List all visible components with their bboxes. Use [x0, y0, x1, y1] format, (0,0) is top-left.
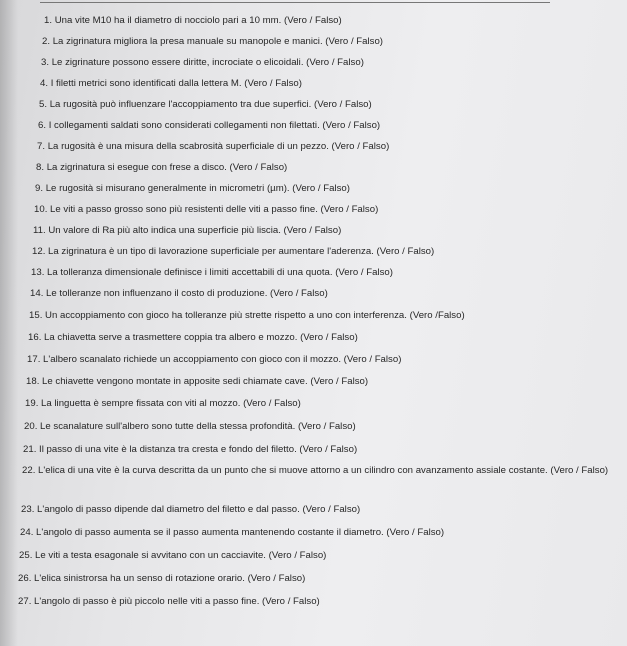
question-24: 24. L'angolo di passo aumenta se il passo aumenta mantenendo costante il diametro. (Vero / Falso)	[20, 527, 445, 538]
question-27: 27. L'angolo di passo è più piccolo nelle viti a passo fine. (Vero / Falso)	[18, 596, 320, 607]
question-4: 4. I filetti metrici sono identificati dalla lettera M. (Vero / Falso)	[40, 78, 302, 89]
question-12: 12. La zigrinatura è un tipo di lavorazione superficiale per aumentare l'aderenza. (Vero / Falso)	[32, 246, 435, 257]
question-20: 20. Le scanalature sull'albero sono tutte della stessa profondità. (Vero / Falso)	[24, 421, 356, 432]
question-3: 3. Le zigrinature possono essere diritte, incrociate o elicoidali. (Vero / Falso)	[41, 57, 364, 68]
question-13: 13. La tolleranza dimensionale definisce i limiti accettabili di una quota. (Vero / Falso)	[31, 267, 393, 278]
question-11: 11. Un valore di Ra più alto indica una superficie più liscia. (Vero / Falso)	[33, 225, 342, 236]
question-14: 14. Le tolleranze non influenzano il costo di produzione. (Vero / Falso)	[30, 288, 328, 299]
question-23: 23. L'angolo di passo dipende dal diametro del filetto e dal passo. (Vero / Falso)	[21, 504, 361, 515]
question-10: 10. Le viti a passo grosso sono più resistenti delle viti a passo fine. (Vero / Falso)	[34, 204, 379, 215]
question-22: 22. L'elica di una vite è la curva descritta da un punto che si muove attorno a un cilindro con avanzamento assiale costante. (Vero / Falso)	[22, 465, 609, 476]
question-2: 2. La zigrinatura migliora la presa manuale su manopole e manici. (Vero / Falso)	[42, 36, 384, 47]
question-15: 15. Un accoppiamento con gioco ha tolleranze più strette rispetto a uno con interferenza. (Vero /Falso)	[29, 310, 465, 321]
question-16: 16. La chiavetta serve a trasmettere coppia tra albero e mozzo. (Vero / Falso)	[28, 332, 358, 343]
question-21: 21. Il passo di una vite è la distanza tra cresta e fondo del filetto. (Vero / Falso)	[23, 444, 358, 455]
question-6: 6. I collegamenti saldati sono considerati collegamenti non filettati. (Vero / Falso)	[38, 120, 381, 131]
question-17: 17. L'albero scanalato richiede un accoppiamento con gioco con il mozzo. (Vero / Falso)	[27, 354, 402, 365]
question-25: 25. Le viti a testa esagonale si avvitano con un cacciavite. (Vero / Falso)	[19, 550, 327, 561]
question-5: 5. La rugosità può influenzare l'accoppiamento tra due superfici. (Vero / Falso)	[39, 99, 372, 110]
page-shadow	[0, 0, 18, 646]
question-9: 9. Le rugosità si misurano generalmente in micrometri (µm). (Vero / Falso)	[35, 183, 350, 194]
question-18: 18. Le chiavette vengono montate in apposite sedi chiamate cave. (Vero / Falso)	[26, 376, 369, 387]
question-26: 26. L'elica sinistrorsa ha un senso di rotazione orario. (Vero / Falso)	[18, 573, 306, 584]
top-divider	[40, 2, 550, 3]
question-1: 1. Una vite M10 ha il diametro di nocciolo pari a 10 mm. (Vero / Falso)	[44, 15, 342, 26]
question-19: 19. La linguetta è sempre fissata con viti al mozzo. (Vero / Falso)	[25, 398, 301, 409]
question-7: 7. La rugosità è una misura della scabrosità superficiale di un pezzo. (Vero / Falso)	[37, 141, 390, 152]
question-8: 8. La zigrinatura si esegue con frese a disco. (Vero / Falso)	[36, 162, 288, 173]
